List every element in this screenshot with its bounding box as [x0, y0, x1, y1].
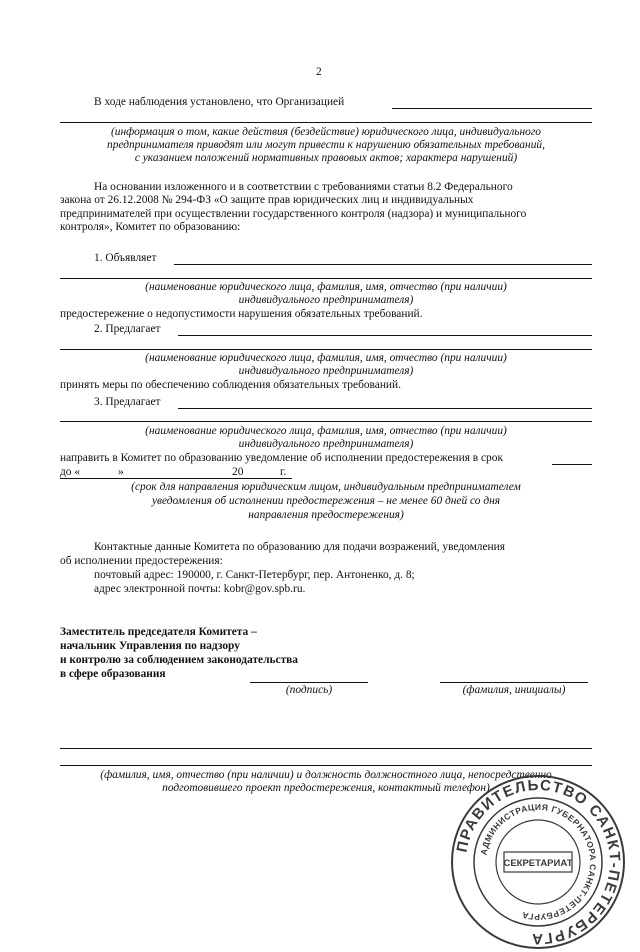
deadline-underline-tail	[552, 464, 592, 465]
organization-field-line[interactable]	[392, 108, 592, 109]
observation-hint-1: (информация о том, какие действия (бездействие) юридического лица, индивидуального	[111, 126, 541, 138]
signatory-line-3: и контролю за соблюдением законодательства	[60, 654, 299, 666]
deadline-prefix: до «	[60, 466, 81, 478]
stamp-center-text: СЕКРЕТАРИАТ	[503, 858, 573, 869]
item-1-tail: предостережение о недопустимости нарушения обязательных требований.	[60, 308, 423, 320]
item-1-hint-2: индивидуального предпринимателя)	[238, 294, 414, 306]
item-3-label: 3. Предлагает	[94, 396, 161, 408]
item-3-tail: направить в Комитет по образованию уведомление об исполнении предостережения в срок	[60, 452, 503, 464]
item-2-label: 2. Предлагает	[94, 323, 161, 335]
deadline-date-field[interactable]	[60, 478, 292, 479]
basis-line-4: контроля», Комитет по образованию:	[60, 221, 241, 233]
observation-hint-3: с указанием положений нормативных правовых актов; характера нарушений)	[134, 152, 518, 164]
secretariat-stamp	[448, 772, 628, 952]
signatory-line-4: в сфере образования	[60, 668, 166, 680]
item-2-hint-2: индивидуального предпринимателя)	[238, 365, 414, 377]
contacts-line-2: об исполнении предостережения:	[60, 555, 223, 567]
item-2-hint-1: (наименование юридического лица, фамилия, имя, отчество (при наличии)	[145, 352, 507, 364]
deadline-hint-3: направления предостережения)	[248, 509, 404, 521]
basis-line-2: закона от 26.12.2008 № 294-ФЗ «О защите прав юридических лиц и индивидуальных	[60, 194, 474, 206]
item-1-hint-1: (наименование юридического лица, фамилия, имя, отчество (при наличии)	[145, 281, 507, 293]
page-number: 2	[316, 66, 322, 78]
stamp-outer-text: ПРАВИТЕЛЬСТВО САНКТ-ПЕТЕРБУРГА	[453, 776, 624, 948]
item-1-field-line[interactable]	[174, 264, 592, 265]
contacts-postal: почтовый адрес: 190000, г. Санкт-Петербург, пер. Антоненко, д. 8;	[94, 569, 415, 581]
signatory-line-2: начальник Управления по надзору	[60, 640, 240, 652]
observation-intro: В ходе наблюдения установлено, что Организацией	[94, 96, 345, 108]
item-1-field-line-2[interactable]	[60, 278, 592, 279]
preparer-field-line-1[interactable]	[60, 748, 592, 749]
signatory-line-1: Заместитель председателя Комитета –	[60, 626, 257, 638]
name-hint: (фамилия, инициалы)	[462, 684, 566, 696]
observation-field-line[interactable]	[60, 122, 592, 123]
item-3-hint-2: индивидуального предпринимателя)	[238, 438, 414, 450]
item-2-tail: принять меры по обеспечению соблюдения обязательных требований.	[60, 379, 401, 391]
observation-hint-2: предпринимателя приводят или могут привести к нарушению обязательных требований,	[107, 139, 545, 151]
deadline-mid: »	[118, 466, 124, 478]
item-2-field-line-2[interactable]	[60, 349, 592, 350]
signature-field-line[interactable]	[250, 682, 368, 683]
basis-line-1: На основании изложенного и в соответствии с требованиями статьи 8.2 Федерального	[94, 181, 513, 193]
item-3-field-line[interactable]	[178, 408, 592, 409]
deadline-hint-1: (срок для направления юридическим лицом, индивидуальным предпринимателем	[131, 481, 521, 493]
signature-hint: (подпись)	[285, 684, 333, 696]
item-2-field-line[interactable]	[178, 335, 592, 336]
contacts-line-1: Контактные данные Комитета по образованию для подачи возражений, уведомления	[94, 541, 505, 553]
contacts-email: адрес электронной почты: kobr@gov.spb.ru.	[94, 583, 306, 595]
deadline-hint-2: уведомления об исполнении предостережения – не менее 60 дней со дня	[151, 495, 501, 507]
stamp-inner-text: АДМИНИСТРАЦИЯ ГУБЕРНАТОРА САНКТ-ПЕТЕРБУРГА	[478, 801, 599, 923]
item-3-field-line-2[interactable]	[60, 421, 592, 422]
item-3-hint-1: (наименование юридического лица, фамилия, имя, отчество (при наличии)	[145, 425, 507, 437]
preparer-hint-1: (фамилия, имя, отчество (при наличии) и должность должностного лица, непосредственно	[100, 769, 552, 781]
preparer-hint-2: подготовившего проект предостережения, контактный телефон)	[162, 782, 490, 794]
preparer-field-line-2[interactable]	[60, 765, 592, 766]
deadline-year-prefix: 20	[232, 466, 244, 478]
name-field-line[interactable]	[440, 682, 588, 683]
basis-line-3: предпринимателей при осуществлении государственного контроля (надзора) и муниципального	[60, 208, 527, 220]
item-1-label: 1. Объявляет	[94, 252, 157, 264]
deadline-year-suffix: г.	[280, 466, 287, 478]
